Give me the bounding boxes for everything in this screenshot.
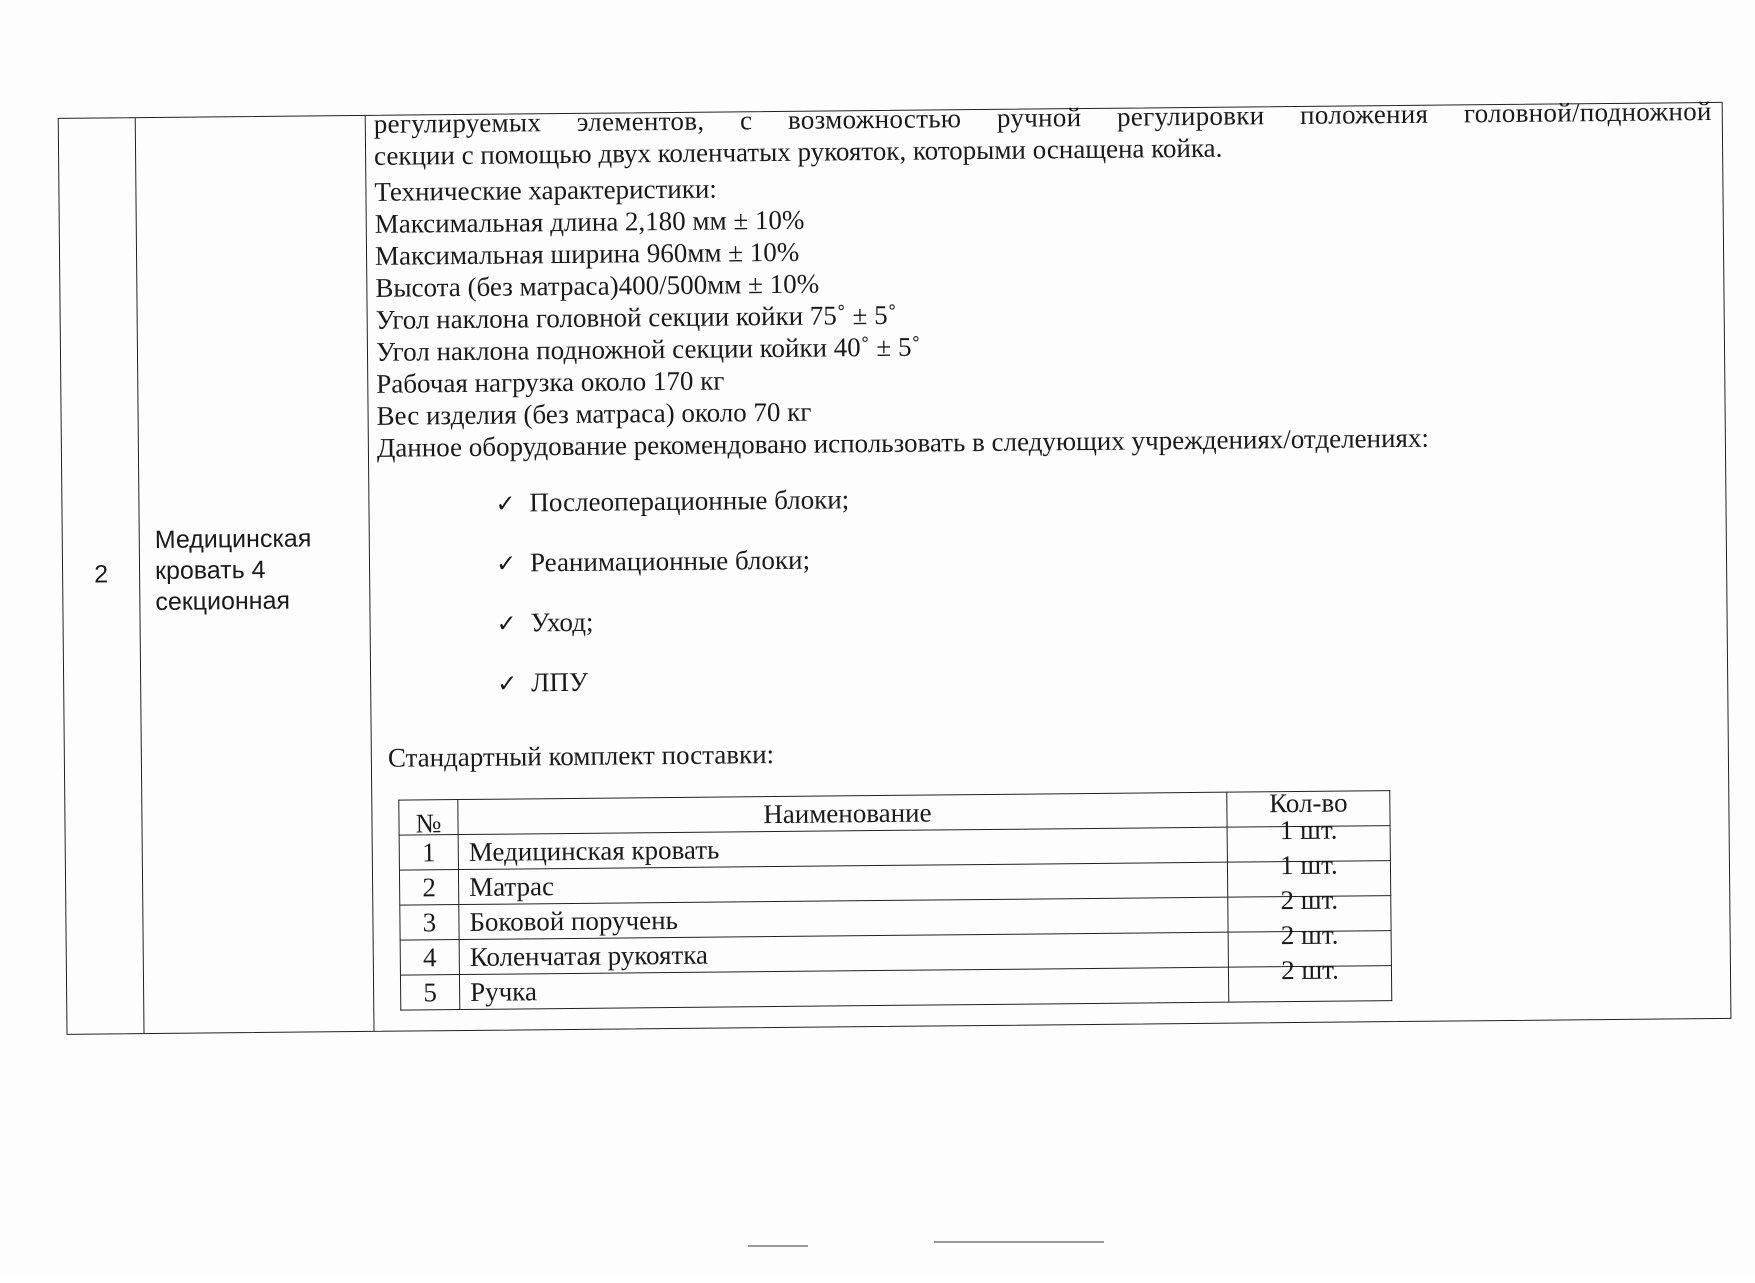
cell-qty: 2 шт. (1228, 931, 1391, 968)
cell-name: Медицинская кровать (458, 827, 1227, 869)
spec-line: Рабочая нагрузка около 170 кг (376, 365, 725, 399)
checkmark-icon: ✓ (495, 549, 517, 578)
spec-line: Угол наклона подножной секции койки 40˚ ± 5˚ (375, 331, 921, 367)
item-name-line: Медицинская (154, 524, 312, 554)
cell-name: Боковой поручень (459, 897, 1228, 939)
cell-no: 2 (399, 870, 458, 906)
spec-line: Высота (без матраса)400/500мм ± 10% (375, 268, 820, 303)
item-description (373, 95, 1718, 1008)
specs-title: Технические характеристики: (374, 173, 717, 207)
header-no: № (399, 800, 458, 836)
specifications (374, 163, 1715, 464)
spec-line: Угол наклона головной секции койки 75˚ ± 5˚ (375, 299, 897, 335)
kit-title: Стандартный комплект поставки: (387, 739, 775, 773)
intro-line: регулируемых элементов, с возможностью ручной регулировки положения головной/подножной (373, 95, 1712, 139)
spec-line: Максимальная длина 2,180 мм ± 10% (374, 204, 805, 239)
department-label: Реанимационные блоки; (529, 544, 811, 578)
list-item (497, 655, 1718, 727)
scan-mark (934, 1241, 1104, 1243)
cell-qty: 1 шт. (1227, 861, 1390, 898)
cell-no: 5 (400, 975, 459, 1011)
cell-no: 4 (400, 940, 459, 976)
cell-no: 3 (400, 905, 459, 941)
department-label: ЛПУ (531, 666, 589, 698)
recommend-line: Данное оборудование рекомендовано использовать в следующих учреждениях/отделениях: (376, 422, 1430, 463)
cell-name: Матрас (458, 862, 1227, 904)
cell-qty: 2 шт. (1228, 896, 1391, 933)
item-name-line: кровать 4 (154, 555, 266, 585)
delivery-kit-table (398, 787, 1392, 1011)
checkmark-icon: ✓ (496, 609, 517, 638)
department-label: Послеоперационные блоки; (529, 484, 850, 518)
item-name (139, 523, 370, 618)
spec-line: Вес изделия (без матраса) около 70 кг (376, 396, 812, 431)
department-list (377, 475, 1717, 728)
spec-table (58, 95, 1732, 1035)
checkmark-icon: ✓ (497, 669, 518, 698)
cell-no: 1 (399, 835, 458, 871)
checkmark-icon: ✓ (495, 489, 516, 518)
department-label: Уход; (530, 606, 594, 638)
spec-line: Максимальная ширина 960мм ± 10% (374, 236, 800, 271)
cell-name: Коленчатая рукоятка (459, 932, 1228, 974)
intro-line: секции с помощью двух коленчатых рукояток, которыми оснащена койка. (373, 132, 1223, 171)
header-qty: Кол-во (1227, 791, 1390, 828)
header-name: Наименование (458, 792, 1227, 834)
row-number: 2 (94, 560, 109, 589)
scan-mark (748, 1245, 808, 1247)
cell-qty: 1 шт. (1227, 826, 1390, 863)
item-name-line: секционная (155, 586, 291, 616)
cell-name: Ручка (459, 967, 1228, 1009)
cell-qty: 2 шт. (1228, 966, 1391, 1003)
